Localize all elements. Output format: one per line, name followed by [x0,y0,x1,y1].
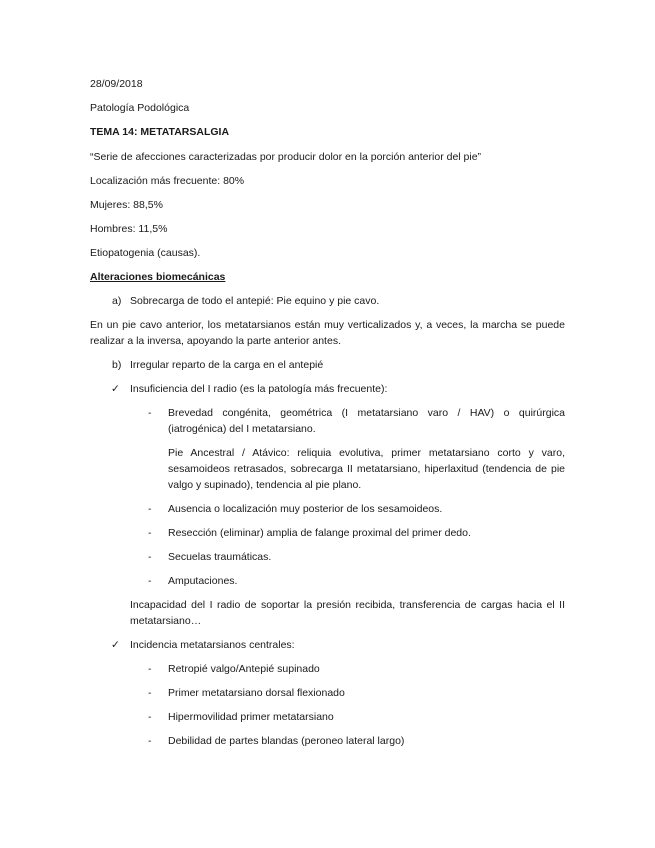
cavo-paragraph: En un pie cavo anterior, los metatarsianos están muy verticalizados y, a veces, la marcha se puede realizar a la inversa, apoyando la parte anterior antes. [90,319,565,347]
subitem-retropie: Retropié valgo/Antepié supinado [168,663,320,675]
subitem-sesamoideos: Ausencia o localización muy posterior de los sesamoideos. [168,503,443,515]
dash-marker: - [148,575,152,587]
list-marker-a: a) [112,295,122,307]
list-item-a: Sobrecarga de todo el antepié: Pie equino y pie cavo. [130,295,380,307]
definition-quote: “Serie de afecciones caracterizadas por producir dolor en la porción anterior del pie” [90,151,482,163]
dash-marker: - [148,527,152,539]
stat-men: Hombres: 11,5% [90,223,168,235]
subitem-secuelas: Secuelas traumáticas. [168,551,272,563]
check-icon: ✓ [111,639,120,651]
dash-marker: - [148,735,152,747]
subitem-dorsal-flexionado: Primer metatarsiano dorsal flexionado [168,687,345,699]
subitem-amputaciones: Amputaciones. [168,575,238,587]
section-heading: Alteraciones biomecánicas [90,271,226,283]
etiopathogeny-line: Etiopatogenia (causas). [90,247,201,259]
check-item-insuficiencia: Insuficiencia del I radio (es la patología más frecuente): [130,383,388,395]
list-item-b: Irregular reparto de la carga en el antepié [130,359,324,371]
stat-localization: Localización más frecuente: 80% [90,175,245,187]
subject-title: Patología Podológica [90,102,190,114]
list-marker-b: b) [112,359,122,371]
check-icon: ✓ [111,383,120,395]
topic-title: TEMA 14: METATARSALGIA [90,126,230,138]
subitem-debilidad: Debilidad de partes blandas (peroneo lateral largo) [168,735,405,747]
dash-marker: - [148,503,152,515]
subitem-brevedad: Brevedad congénita, geométrica (I metatarsiano varo / HAV) o quirúrgica (iatrogénica) del I metatarsiano. [168,407,565,435]
dash-marker: - [148,711,152,723]
subitem-reseccion: Resección (eliminar) amplia de falange proximal del primer dedo. [168,527,471,539]
dash-marker: - [148,551,152,563]
stat-women: Mujeres: 88,5% [90,199,163,211]
pie-ancestral-paragraph: Pie Ancestral / Atávico: reliquia evolutiva, primer metatarsiano corto y varo, sesamoideos retrasados, sobrecarga II metatarsiano, hiperlaxitud (tendencia de pie valgo y supinado), tendencia al pie plano. [168,447,565,491]
subitem-hipermovilidad: Hipermovilidad primer metatarsiano [168,711,334,723]
dash-marker: - [148,407,152,419]
check-item-centrales: Incidencia metatarsianos centrales: [130,639,295,651]
dash-marker: - [148,663,152,675]
incapacidad-paragraph: Incapacidad del I radio de soportar la presión recibida, transferencia de cargas hacia el II metatarsiano… [130,599,565,627]
dash-marker: - [148,687,152,699]
document-date: 28/09/2018 [90,78,143,90]
